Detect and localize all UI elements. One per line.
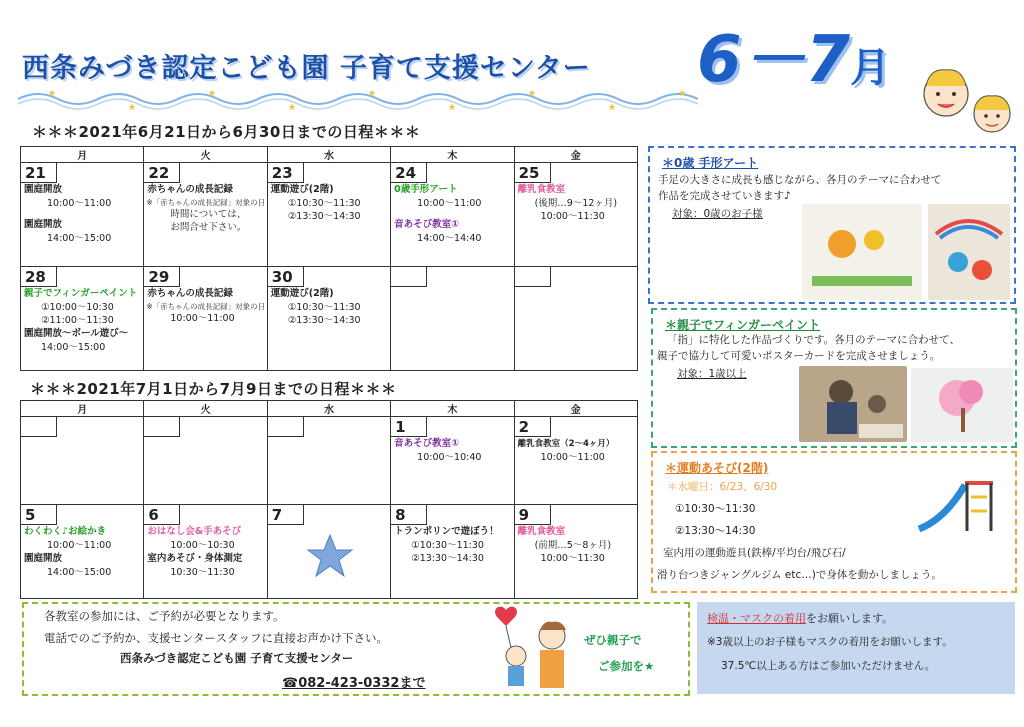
exercise-play-panel xyxy=(651,451,1017,593)
svg-text:★: ★ xyxy=(528,89,537,99)
handprint-art-photo xyxy=(928,204,1010,300)
page-title: 西条みづき認定こども園 子育て支援センター xyxy=(22,53,591,84)
call-to-action: ご参加を★ xyxy=(598,659,655,673)
calendar-cell-24 xyxy=(391,163,514,267)
event-time: 10:30～11:30 xyxy=(170,567,235,578)
calendar-cell-empty xyxy=(514,267,637,371)
event-title: 離乳食教室 xyxy=(517,526,566,537)
event-time: 10:00～10:40 xyxy=(417,452,482,463)
event-detail: (前期…5～8ヶ月) xyxy=(534,540,612,551)
event-time: 時間については、 xyxy=(170,209,247,220)
panel-text: 「指」に特化した作品づくりです。各月のテーマに合わせて、 xyxy=(667,334,960,346)
weekday-header: 火 xyxy=(144,401,267,417)
calendar-cell-1 xyxy=(391,417,514,505)
event-detail: (後期…9～12ヶ月) xyxy=(534,198,618,209)
reservation-text: 電話でのご予約か、支援センタースタッフに直接お声かけ下さい。 xyxy=(44,631,388,645)
event-title: わくわく♪お絵かき xyxy=(24,526,107,537)
day-number: 21 xyxy=(21,163,57,183)
calendar-cell-6 xyxy=(144,505,267,599)
event-title: 園庭開放 xyxy=(24,184,63,195)
event-time: 14:00～15:00 xyxy=(47,233,112,244)
event-note: ※「赤ちゃんの成長記録」対象の日 xyxy=(146,302,266,311)
calendar-cell-22 xyxy=(144,163,267,267)
health-notice-box xyxy=(697,602,1015,694)
calendar-cell-5 xyxy=(21,505,144,599)
panel-text: 作品を完成させていきます♪ xyxy=(658,190,791,202)
calendar-cell-empty xyxy=(144,417,267,505)
event-time: 10:00～11:00 xyxy=(47,198,112,209)
event-time: 10:00～11:00 xyxy=(417,198,482,209)
handprint-art-image xyxy=(802,204,922,300)
event-time: 10:00～11:30 xyxy=(540,553,605,564)
finger-paint-image xyxy=(911,368,1013,442)
panel-title: ＊親子でフィンガーペイント xyxy=(665,318,821,332)
day-number: 25 xyxy=(515,163,551,183)
day-number: 22 xyxy=(144,163,180,183)
day-number: 6 xyxy=(144,505,180,525)
calendar-cell-empty xyxy=(391,267,514,371)
event-title: 園庭開放～ボール遊び～ xyxy=(24,328,129,339)
month-suffix: 月 xyxy=(850,45,891,91)
month-heading xyxy=(697,8,890,100)
call-to-action: ぜひ親子で xyxy=(584,633,642,647)
panel-text: 親子で協力して可愛いポスターカードを完成させましょう。 xyxy=(657,350,941,362)
handprint-art-photo xyxy=(802,204,922,300)
weekday-header: 木 xyxy=(391,401,514,417)
panel-time: ②13:30～14:30 xyxy=(675,525,756,537)
finger-paint-image xyxy=(799,366,907,442)
panel-day: ＊水曜日：6/23、6/30 xyxy=(667,481,778,493)
calendar-cell-7 xyxy=(267,505,390,599)
children-illustration xyxy=(908,60,1018,138)
star-icon xyxy=(306,533,354,579)
event-time: 10:00～10:30 xyxy=(170,540,235,551)
event-title: 離乳食教室 xyxy=(517,184,566,195)
month-number: 6－7 xyxy=(697,23,851,97)
calendar-cell-25 xyxy=(514,163,637,267)
calendar-cell-9 xyxy=(514,505,637,599)
event-time: ②13:30～14:30 xyxy=(287,315,361,326)
event-time: 14:00～15:00 xyxy=(41,342,106,353)
weekday-header: 金 xyxy=(514,401,637,417)
svg-text:★: ★ xyxy=(208,89,217,99)
weekday-header: 木 xyxy=(391,147,514,163)
day-number: 28 xyxy=(21,267,57,287)
day-number: 24 xyxy=(391,163,427,183)
svg-text:★: ★ xyxy=(678,89,687,99)
event-time: ①10:30～11:30 xyxy=(287,302,361,313)
notice-highlight: 検温・マスクの着用 xyxy=(707,612,806,625)
finger-paint-photo xyxy=(799,366,907,442)
day-number: 2 xyxy=(515,417,551,437)
panel-target: 対象：0歳のお子様 xyxy=(672,208,763,220)
event-title: 音あそび教室① xyxy=(394,438,460,449)
slide-illustration xyxy=(915,473,1007,533)
panel-title: ＊運動あそび(2階) xyxy=(665,461,769,475)
panel-text: 手足の大きさに成長も感じながら、各月のテーマに合わせて xyxy=(658,174,942,186)
calendar-cell-29 xyxy=(144,267,267,371)
notice-line xyxy=(707,610,893,626)
event-title: 音あそび教室① xyxy=(394,219,460,230)
panel-title: ＊0歳 手形アート xyxy=(662,156,759,170)
event-title: 離乳食教室（2～4ヶ月） xyxy=(517,439,615,449)
finger-paint-panel xyxy=(651,308,1017,448)
day-number: 1 xyxy=(391,417,427,437)
calendar-cell-21 xyxy=(21,163,144,267)
notice-text: をお願いします。 xyxy=(806,612,894,625)
calendar-cell-28 xyxy=(21,267,144,371)
event-time: 14:00～15:00 xyxy=(47,567,112,578)
event-time: ②11:00～11:30 xyxy=(41,315,114,326)
panel-time: ①10:30～11:30 xyxy=(675,503,756,515)
event-time: お問合せ下さい。 xyxy=(170,222,247,233)
schedule-range-june: ＊＊＊2021年6月21日から6月30日までの日程＊＊＊ xyxy=(32,123,421,141)
event-time: ①10:30～11:30 xyxy=(411,540,484,551)
event-time: 10:00～11:00 xyxy=(540,452,605,463)
weekday-header: 水 xyxy=(267,147,390,163)
event-title: トランポリンで遊ぼう！ xyxy=(394,526,499,537)
day-number: 9 xyxy=(515,505,551,525)
parent-child-illustration xyxy=(486,600,582,696)
event-title: 園庭開放 xyxy=(24,553,63,564)
phone-number: ☎082-423-0332まで xyxy=(282,676,426,691)
calendar-cell-30 xyxy=(267,267,390,371)
notice-line: 37.5℃以上ある方はご参加いただけません。 xyxy=(721,660,936,672)
reservation-box xyxy=(22,602,690,696)
day-number: 8 xyxy=(391,505,427,525)
event-title: 赤ちゃんの成長記録 xyxy=(147,288,233,299)
svg-text:★: ★ xyxy=(128,103,137,112)
schedule-range-july: ＊＊＊2021年7月1日から7月9日までの日程＊＊＊ xyxy=(30,380,397,398)
event-title: 園庭開放 xyxy=(24,219,63,230)
calendar-july xyxy=(20,400,638,599)
calendar-cell-empty xyxy=(21,417,144,505)
event-time: ②13:30～14:30 xyxy=(411,553,484,564)
event-title: 0歳手形アート xyxy=(394,184,458,195)
panel-text: 室内用の運動遊具(鉄棒/平均台/飛び石/ xyxy=(663,547,846,559)
weekday-header: 金 xyxy=(514,147,637,163)
event-title: 赤ちゃんの成長記録 xyxy=(147,184,233,195)
event-title: 運動遊び(2階) xyxy=(270,184,334,195)
panel-text: 滑り台つきジャングルジム etc…)で身体を動かしましょう。 xyxy=(657,569,942,581)
event-time: 14:00～14:40 xyxy=(417,233,482,244)
event-time: ①10:00～10:30 xyxy=(41,302,114,313)
finger-paint-photo xyxy=(911,368,1013,442)
weekday-header: 月 xyxy=(21,401,144,417)
day-number: 30 xyxy=(268,267,304,287)
calendar-cell-23 xyxy=(267,163,390,267)
day-number: 23 xyxy=(268,163,304,183)
event-title: 室内あそび・身体測定 xyxy=(147,553,243,564)
event-time: 10:00～11:00 xyxy=(47,540,112,551)
day-number: 5 xyxy=(21,505,57,525)
day-number: 7 xyxy=(268,505,304,525)
event-note: ※「赤ちゃんの成長記録」対象の日 xyxy=(146,198,266,207)
handprint-art-image xyxy=(928,204,1010,300)
calendar-june xyxy=(20,146,638,371)
weekday-header: 火 xyxy=(144,147,267,163)
svg-text:★: ★ xyxy=(368,89,377,99)
event-time: 10:00～11:30 xyxy=(540,211,605,222)
star-wave-decoration xyxy=(18,86,698,112)
event-title: 親子でフィンガーペイント xyxy=(24,288,138,299)
handprint-art-panel xyxy=(648,146,1016,304)
svg-text:★: ★ xyxy=(48,89,57,99)
reservation-text: 各教室の参加には、ご予約が必要となります。 xyxy=(44,609,285,623)
event-time: ①10:30～11:30 xyxy=(287,198,361,209)
svg-text:★: ★ xyxy=(448,103,457,112)
organization-name: 西条みづき認定こども園 子育て支援センター xyxy=(120,651,354,665)
weekday-header: 水 xyxy=(267,401,390,417)
panel-target: 対象：1歳以上 xyxy=(677,368,747,380)
day-number: 29 xyxy=(144,267,180,287)
weekday-header: 月 xyxy=(21,147,144,163)
calendar-cell-empty xyxy=(267,417,390,505)
svg-text:★: ★ xyxy=(608,103,617,112)
calendar-cell-8 xyxy=(391,505,514,599)
svg-text:★: ★ xyxy=(288,103,297,112)
event-time: ②13:30～14:30 xyxy=(287,211,361,222)
event-time: 10:00～11:00 xyxy=(170,313,235,324)
notice-line: ※3歳以上のお子様もマスクの着用をお願いします。 xyxy=(707,636,953,648)
event-title: おはなし会&手あそび xyxy=(147,526,242,537)
calendar-cell-2 xyxy=(514,417,637,505)
event-title: 運動遊び(2階) xyxy=(270,288,334,299)
